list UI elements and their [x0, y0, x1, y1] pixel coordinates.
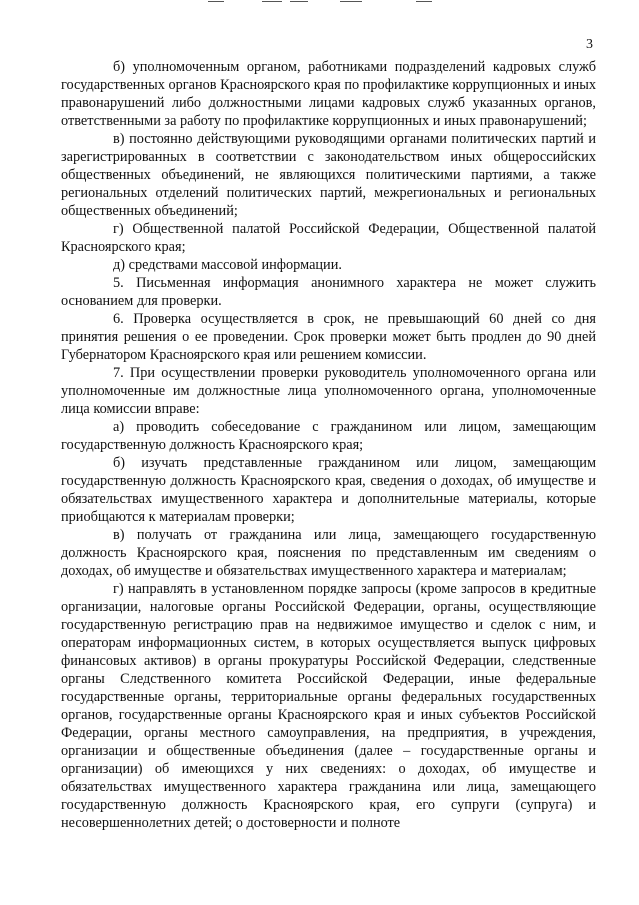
scan-mark — [290, 1, 308, 2]
paragraph-item-d-reporting: д) средствами массовой информации. — [113, 257, 342, 273]
paragraph-item-v-rights: в) получать от гражданина или лица, замещающего государственную должность Красноярского края, пояснения по представленным им сведениям о доходах, об имуществе и обязательствах имущественного характера и материалам; — [61, 527, 596, 579]
page-number: 3 — [586, 37, 593, 52]
scan-mark — [208, 1, 224, 2]
document-body — [61, 58, 596, 832]
scan-mark — [340, 1, 362, 2]
paragraph-item-b-reporting: б) уполномоченным органом, работниками подразделений кадровых служб государственных органов Красноярского края по профилактике коррупционных и иных правонарушений либо должностными лицами кадровых служб указанных органов, ответственными за работу по профилактике коррупционных и иных правонарушений; — [61, 59, 596, 129]
paragraph-section-5: 5. Письменная информация анонимного характера не может служить основанием для проверки. — [61, 275, 596, 309]
paragraph-item-a-rights: а) проводить собеседование с гражданином или лицом, замещающим государственную должность Красноярского края; — [61, 419, 596, 453]
paragraph-item-g-reporting: г) Общественной палатой Российской Федерации, Общественной палатой Красноярского края; — [61, 221, 596, 255]
scan-mark — [262, 1, 282, 2]
scan-mark — [416, 1, 432, 2]
paragraph-item-b-rights: б) изучать представленные гражданином или лицом, замещающим государственную должность Красноярского края, сведения о доходах, об имуществе и обязательствах имущественного характера и дополнительные материалы, которые приобщаются к материалам проверки; — [61, 455, 596, 525]
scan-edge-marks — [0, 0, 639, 6]
paragraph-section-7: 7. При осуществлении проверки руководитель уполномоченного органа или уполномоченные им должностные лица уполномоченного органа, уполномоченные лица комиссии вправе: — [61, 365, 596, 417]
paragraph-section-6: 6. Проверка осуществляется в срок, не превышающий 60 дней со дня принятия решения о ее проведении. Срок проверки может быть продлен до 90 дней Губернатором Красноярского края или решением комиссии. — [61, 311, 596, 363]
paragraph-item-g-rights: г) направлять в установленном порядке запросы (кроме запросов в кредитные организации, налоговые органы Российской Федерации, органы, осуществляющие государственную регистрацию прав на недвижимое имущество и сделок с ним, и операторам информационных систем, в которых осуществляется выпуск цифровых финансовых активов) в органы прокуратуры Российской Федерации, следственные органы Следственного комитета Российской Федерации, иные федеральные государственные органы, территориальные органы федеральных государственных органов, государственные органы Красноярского края и иных субъектов Российской Федерации, органы местного самоуправления, на предприятия, в учреждения, организации и общественные объединения (далее – государственные органы и организации) об имеющихся у них сведениях: о доходах, об имуществе и обязательствах имущественного характера гражданина или лица, замещающего государственную должность Красноярского края, его супруги (супруга) и несовершеннолетних детей; о достоверности и полноте — [61, 581, 596, 831]
paragraph-item-v-reporting: в) постоянно действующими руководящими органами политических партий и зарегистрированных в соответствии с законодательством иных общероссийских общественных объединений, не являющихся политическими партиями, а также региональных отделений политических партий, межрегиональных и региональных общественных объединений; — [61, 131, 596, 219]
